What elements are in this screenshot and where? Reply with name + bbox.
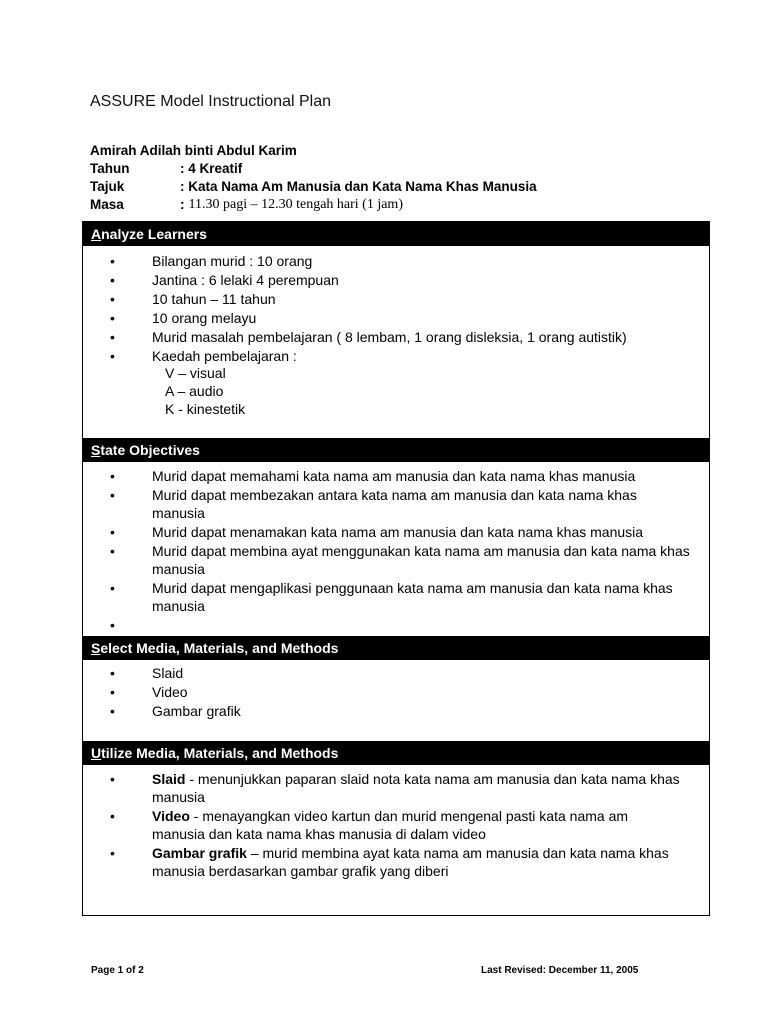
- bullet-icon: •: [110, 771, 115, 787]
- header-text: tate Objectives: [100, 442, 200, 458]
- bullet-icon: •: [110, 253, 115, 269]
- header-text: nalyze Learners: [101, 226, 207, 242]
- list-item: [83, 328, 709, 346]
- list-item: [83, 347, 709, 365]
- bullet-icon: •: [110, 684, 115, 700]
- objectives-list: [83, 467, 709, 634]
- analyze-list: [83, 252, 709, 365]
- item-text: Murid dapat menamakan kata nama am manusia dan kata nama khas manusia: [152, 524, 644, 540]
- field-label: Masa: [90, 197, 124, 212]
- field-label: Tajuk: [90, 179, 125, 194]
- item-term: Video: [152, 808, 190, 824]
- item-text: Murid masalah pembelajaran ( 8 lembam, 1 orang disleksia, 1 orang autistik): [152, 329, 627, 345]
- header-text: tilize Media, Materials, and Methods: [101, 745, 339, 761]
- list-item: [83, 683, 709, 701]
- item-text: 10 tahun – 11 tahun: [152, 291, 276, 307]
- item-text: Bilangan murid : 10 orang: [152, 253, 313, 269]
- bullet-icon: •: [110, 703, 115, 719]
- bullet-icon: •: [110, 845, 115, 861]
- section-header-state: [83, 438, 709, 462]
- sub-item: A – audio: [165, 383, 224, 399]
- header-text: elect Media, Materials, and Methods: [100, 640, 339, 656]
- bullet-icon: •: [110, 524, 115, 540]
- item-text: Slaid: [152, 665, 184, 681]
- learning-style-list: [83, 364, 709, 418]
- item-text: Video: [152, 684, 188, 700]
- field-value: : 4 Kreatif: [180, 161, 243, 176]
- header-initial: S: [91, 442, 101, 458]
- list-item: [83, 467, 709, 485]
- list-item: [83, 486, 709, 522]
- list-item: [83, 523, 709, 541]
- list-item: [83, 290, 709, 308]
- field-colon: :: [180, 197, 185, 212]
- item-text: Kaedah pembelajaran :: [152, 348, 297, 364]
- section-header-analyze: [83, 222, 709, 246]
- item-term: Gambar grafik: [152, 845, 247, 861]
- list-item: [83, 271, 709, 289]
- bullet-icon: •: [110, 487, 115, 503]
- list-item: [83, 579, 709, 615]
- bullet-icon: •: [110, 348, 115, 364]
- field-label: Tahun: [90, 161, 130, 176]
- sub-item: K - kinestetik: [165, 401, 246, 417]
- field-value: : Kata Nama Am Manusia dan Kata Nama Khas Manusia: [180, 179, 537, 194]
- bullet-icon: •: [110, 291, 115, 307]
- page-title: ASSURE Model Instructional Plan: [90, 93, 331, 110]
- item-text: - menunjukkan paparan slaid nota kata nama am manusia dan kata nama khas manusia: [152, 771, 680, 805]
- sub-item: V – visual: [165, 365, 226, 381]
- last-revised: Last Revised: December 11, 2005: [481, 965, 639, 976]
- list-item: [83, 702, 709, 720]
- media-list: [83, 664, 709, 720]
- bullet-icon: •: [110, 329, 115, 345]
- item-text: Murid dapat membezakan antara kata nama am manusia dan kata nama khas manusia: [152, 487, 637, 521]
- bullet-icon: •: [110, 543, 115, 559]
- item-text: Jantina : 6 lelaki 4 perempuan: [152, 272, 339, 288]
- item-term: Slaid: [152, 771, 186, 787]
- header-initial: S: [91, 640, 101, 656]
- bullet-icon: •: [110, 272, 115, 288]
- section-header-utilize: [83, 741, 709, 765]
- list-item: [83, 309, 709, 327]
- list-item: [83, 664, 709, 682]
- plan-info: [90, 142, 537, 214]
- list-item: [83, 770, 709, 806]
- list-item: [83, 616, 709, 634]
- item-text: - menayangkan video kartun dan murid mengenal pasti kata nama am manusia dan kata nama khas manusia di dalam video: [152, 808, 629, 842]
- field-value: 11.30 pagi – 12.30 tengah hari (1 jam): [188, 197, 403, 212]
- author-name: Amirah Adilah binti Abdul Karim: [90, 143, 297, 158]
- field-tajuk: [90, 178, 537, 196]
- bullet-icon: •: [110, 665, 115, 681]
- list-item: [83, 252, 709, 270]
- item-text: Murid dapat membina ayat menggunakan kata nama am manusia dan kata nama khas manusia: [152, 543, 690, 577]
- list-item: [83, 807, 709, 843]
- list-item: [83, 844, 709, 880]
- field-tahun: [90, 160, 537, 178]
- utilize-list: [83, 770, 709, 880]
- item-text: 10 orang melayu: [152, 310, 257, 326]
- bullet-icon: •: [110, 617, 115, 633]
- field-masa: [90, 196, 537, 214]
- list-item: [83, 542, 709, 578]
- header-initial: U: [91, 745, 102, 761]
- header-initial: A: [91, 226, 102, 242]
- bullet-icon: •: [110, 580, 115, 596]
- item-text: – murid membina ayat kata nama am manusia dan kata nama khas manusia berdasarkan gambar grafik yang diberi: [152, 845, 669, 879]
- bullet-icon: •: [110, 468, 115, 484]
- item-text: Murid dapat memahami kata nama am manusia dan kata nama khas manusia: [152, 468, 636, 484]
- plan-table: [82, 221, 710, 916]
- section-header-select: [83, 636, 709, 660]
- item-text: Murid dapat mengaplikasi penggunaan kata nama am manusia dan kata nama khas manusia: [152, 580, 673, 614]
- page-number: Page 1 of 2: [91, 965, 144, 976]
- bullet-icon: •: [110, 808, 115, 824]
- item-text: Gambar grafik: [152, 703, 241, 719]
- bullet-icon: •: [110, 310, 115, 326]
